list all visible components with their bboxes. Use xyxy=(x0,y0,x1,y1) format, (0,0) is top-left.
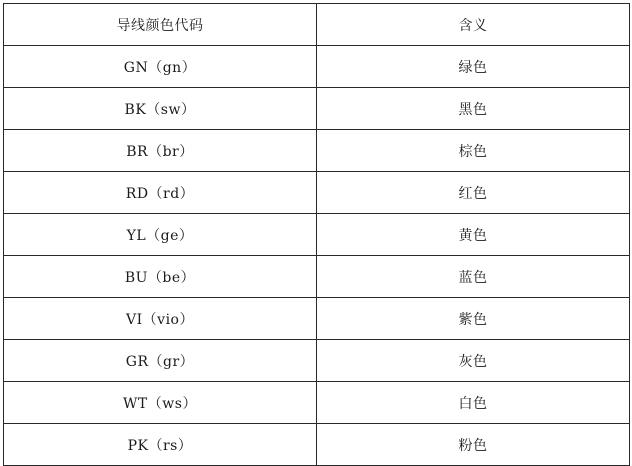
cell-meaning: 蓝色 xyxy=(317,256,630,298)
cell-meaning: 紫色 xyxy=(317,298,630,340)
table-header-row xyxy=(4,4,630,46)
cell-meaning: 灰色 xyxy=(317,340,630,382)
cell-color-code: BR（br） xyxy=(4,130,317,172)
cell-color-code: BU（be） xyxy=(4,256,317,298)
cell-color-code: VI（vio） xyxy=(4,298,317,340)
table-row xyxy=(4,382,630,424)
cell-meaning: 黄色 xyxy=(317,214,630,256)
cell-color-code: GN（gn） xyxy=(4,46,317,88)
table-row xyxy=(4,340,630,382)
table-row xyxy=(4,88,630,130)
table-row xyxy=(4,214,630,256)
cell-meaning: 绿色 xyxy=(317,46,630,88)
cell-meaning: 红色 xyxy=(317,172,630,214)
table-row xyxy=(4,130,630,172)
wire-color-code-table xyxy=(3,3,630,466)
header-meaning: 含义 xyxy=(317,4,630,46)
table-row xyxy=(4,46,630,88)
header-color-code: 导线颜色代码 xyxy=(4,4,317,46)
table-row xyxy=(4,256,630,298)
cell-meaning: 白色 xyxy=(317,382,630,424)
table-row xyxy=(4,172,630,214)
cell-color-code: RD（rd） xyxy=(4,172,317,214)
table-row xyxy=(4,298,630,340)
cell-color-code: GR（gr） xyxy=(4,340,317,382)
cell-color-code: BK（sw） xyxy=(4,88,317,130)
cell-color-code: YL（ge） xyxy=(4,214,317,256)
cell-color-code: PK（rs） xyxy=(4,424,317,466)
wire-color-table-container xyxy=(3,3,629,462)
table-row xyxy=(4,424,630,466)
cell-meaning: 粉色 xyxy=(317,424,630,466)
cell-meaning: 棕色 xyxy=(317,130,630,172)
cell-color-code: WT（ws） xyxy=(4,382,317,424)
cell-meaning: 黑色 xyxy=(317,88,630,130)
